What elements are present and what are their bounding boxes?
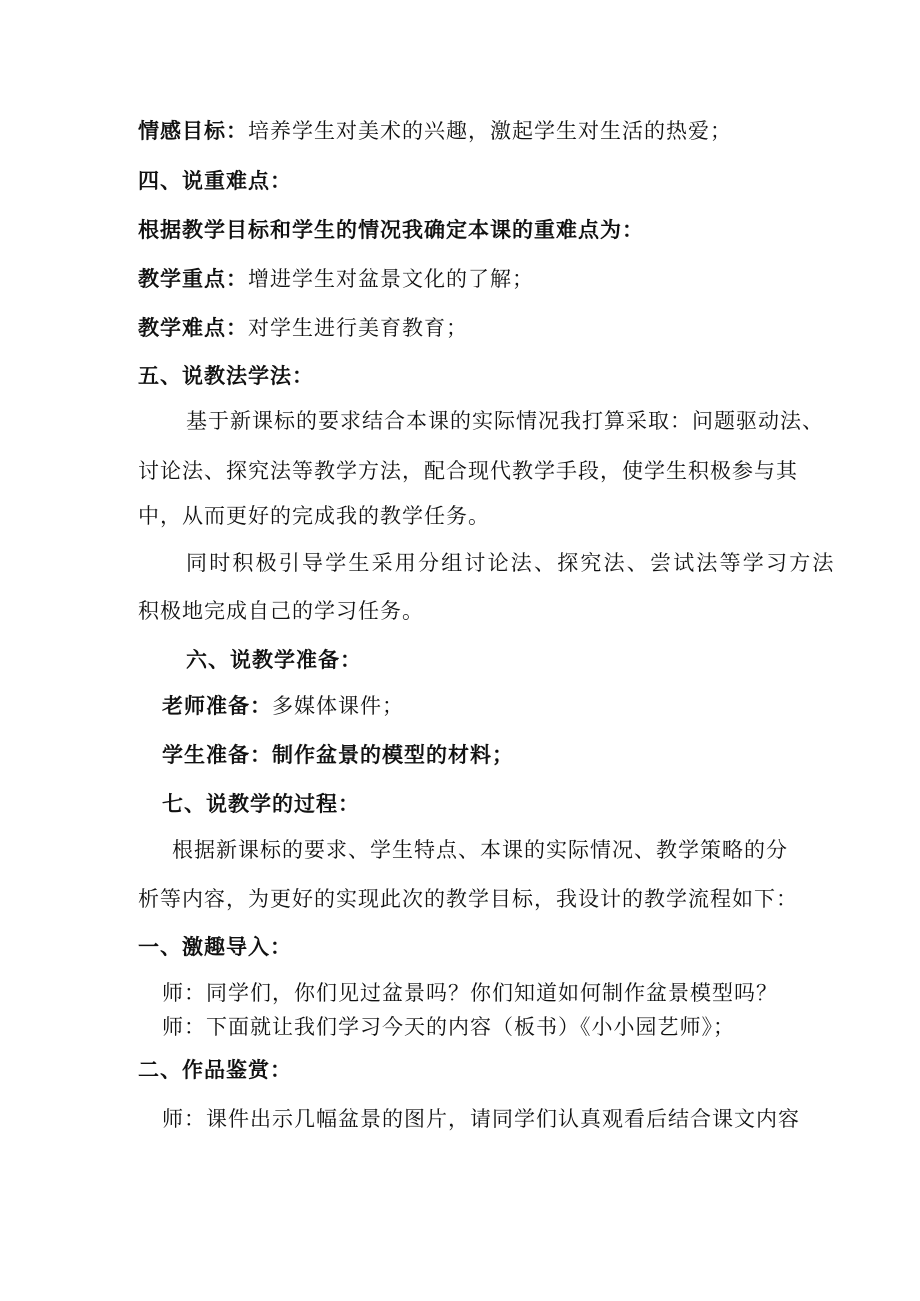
heading-key-difficult-points: 四、说重难点：: [138, 168, 292, 193]
teacher-topic-line: 师：下面就让我们学习今天的内容（板书）《小小园艺师》；: [162, 1015, 735, 1039]
learning-methods-line-2: 积极地完成自己的学习任务。: [138, 599, 424, 623]
teaching-difficult-point-label: 教学难点：: [138, 315, 248, 340]
appreciation-paragraph-line-1: 师：课件出示几幅盆景的图片，请同学们认真观看后结合课文内容: [162, 1107, 800, 1131]
key-points-intro: 根据教学目标和学生的情况我确定本课的重难点为：: [138, 217, 644, 242]
affective-goal-text: 培养学生对美术的兴趣，激起学生对生活的热爱；: [248, 119, 732, 143]
heading-work-appreciation: 二、作品鉴赏：: [138, 1057, 292, 1082]
affective-goal-line: [138, 116, 798, 146]
heading-teaching-process: 七、说教学的过程：: [162, 791, 360, 816]
teacher-question-line: 师：同学们，你们见过盆景吗？你们知道如何制作盆景模型吗？: [162, 981, 778, 1005]
teaching-key-point-label: 教学重点：: [138, 266, 248, 291]
heading-interest-introduction: 一、激趣导入：: [138, 934, 292, 959]
teaching-difficult-point-line: [138, 313, 798, 343]
affective-goal-label: 情感目标：: [138, 118, 248, 143]
heading-teaching-methods: 五、说教法学法：: [138, 363, 314, 388]
teacher-preparation-label: 老师准备：: [162, 693, 272, 718]
teacher-preparation-text: 多媒体课件；: [272, 694, 404, 718]
learning-methods-line-1: 同时积极引导学生采用分组讨论法、探究法、尝试法等学习方法: [186, 551, 836, 575]
methods-paragraph-line-2: 讨论法、探究法等教学方法，配合现代教学手段，使学生积极参与其: [138, 459, 798, 483]
process-paragraph-line-1: 根据新课标的要求、学生特点、本课的实际情况、教学策略的分: [172, 838, 788, 862]
methods-paragraph-line-1: 基于新课标的要求结合本课的实际情况我打算采取：问题驱动法、: [186, 409, 824, 433]
process-paragraph-line-2: 析等内容，为更好的实现此次的教学目标，我设计的教学流程如下：: [138, 887, 798, 911]
teacher-preparation-line: [162, 691, 822, 721]
heading-teaching-preparation: 六、说教学准备：: [186, 647, 362, 672]
methods-paragraph-line-3: 中，从而更好的完成我的教学任务。: [138, 504, 490, 528]
teaching-difficult-point-text: 对学生进行美育教育；: [248, 316, 468, 340]
teaching-key-point-text: 增进学生对盆景文化的了解；: [248, 267, 534, 291]
student-preparation-line: 学生准备：制作盆景的模型的材料；: [162, 742, 514, 767]
teaching-key-point-line: [138, 264, 798, 294]
